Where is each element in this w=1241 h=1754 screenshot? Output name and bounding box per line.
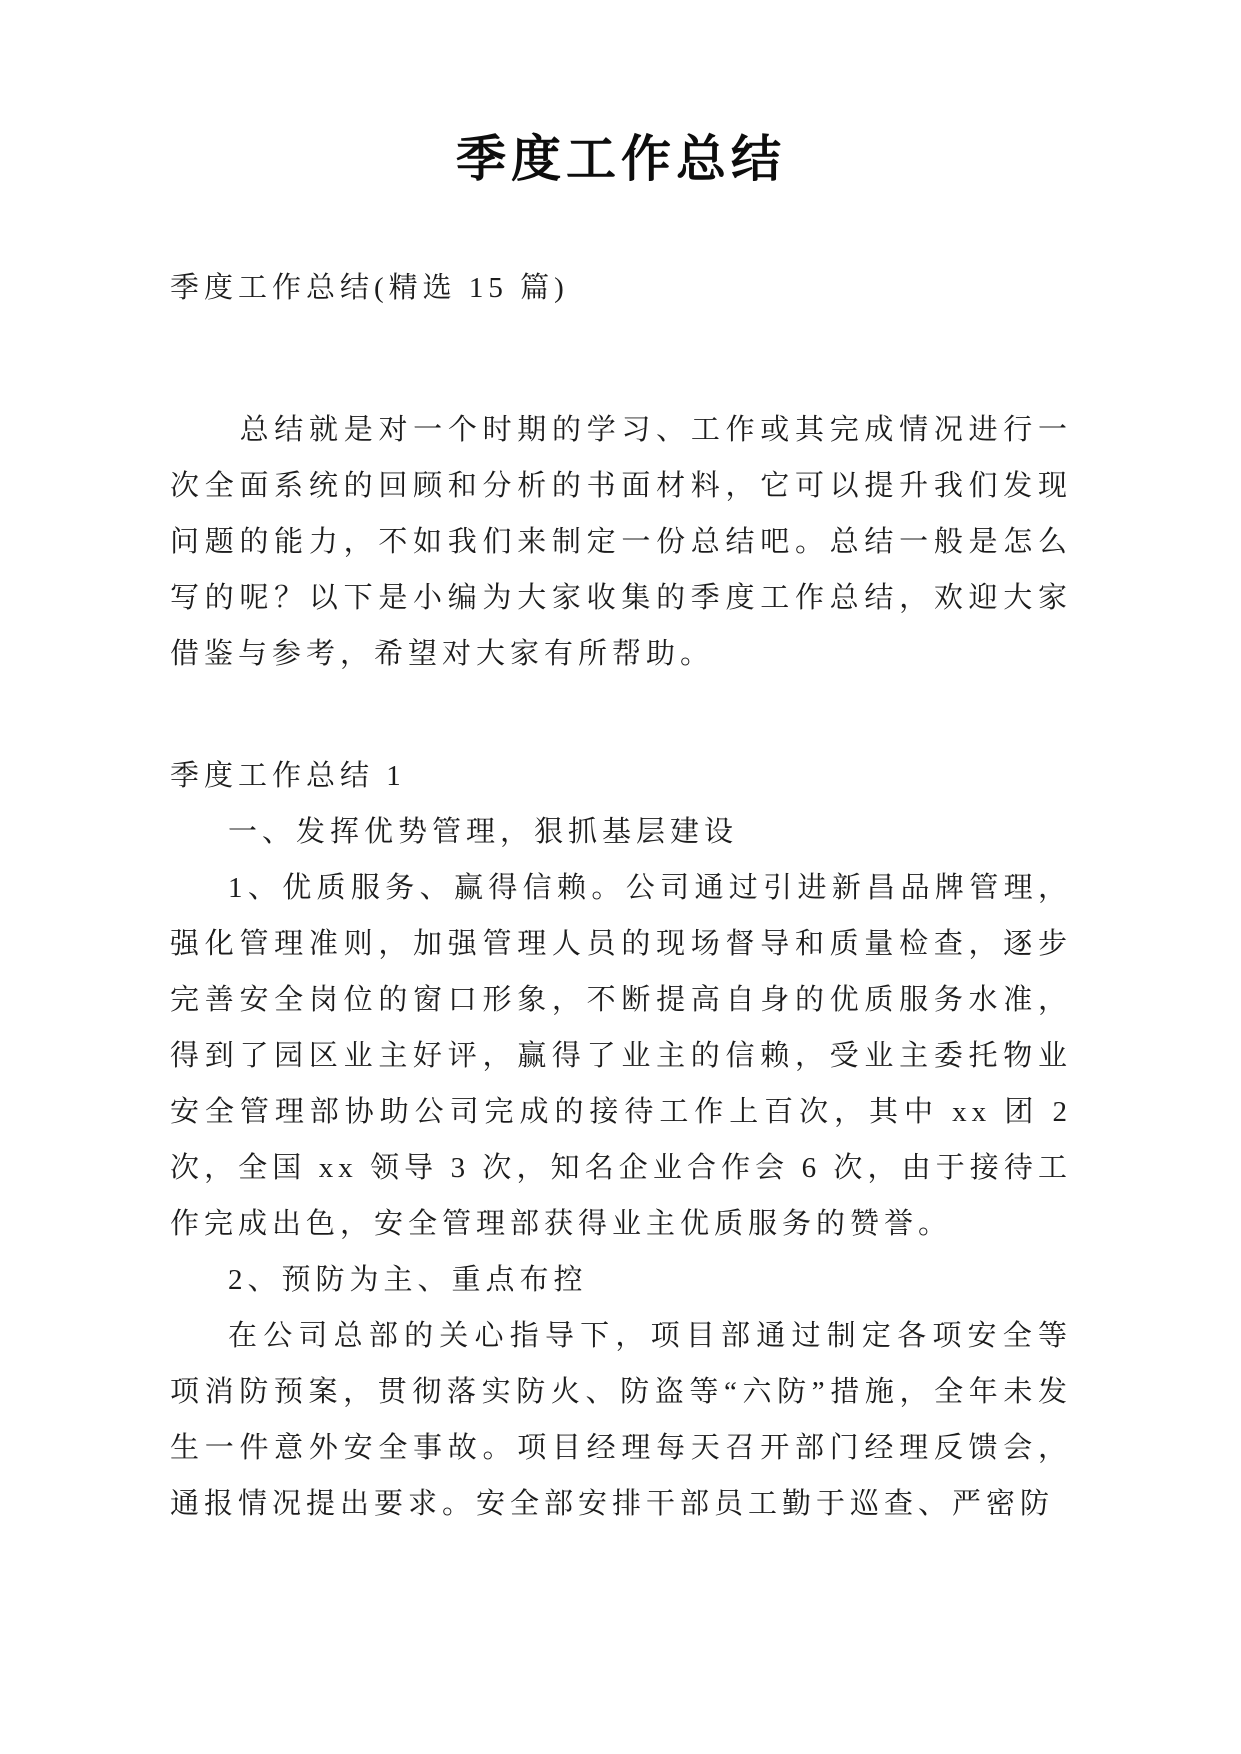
document-title: 季度工作总结 <box>456 131 786 187</box>
section-1-item-1-paragraph: 1、优质服务、赢得信赖。公司通过引进新昌品牌管理，强化管理准则，加强管理人员的现场督导和质量检查，逐步完善安全岗位的窗口形象，不断提高自身的优质服务水准，得到了园区业主好评，赢得了业主的信赖，受业主委托物业安全管理部协助公司完成的接待工作上百次，其中 xx 团 2 次，全国 xx 领导 3 次，知名企业合作会 6 次，由于接待工作完成出色，安全管理部获得业主优质服务的赞誉。 <box>170 872 1072 1240</box>
section-1-item-2-paragraph: 在公司总部的关心指导下，项目部通过制定各项安全等项消防预案，贯彻落实防火、防盗等“六防”措施，全年未发生一件意外安全事故。项目经理每天召开部门经理反馈会，通报情况提出要求。安全部安排干部员工勤于巡查、严密防 <box>170 1320 1072 1520</box>
section-1-item-1-title: 一、发挥优势管理，狠抓基层建设 <box>228 816 739 848</box>
intro-paragraph: 总结就是对一个时期的学习、工作或其完成情况进行一次全面系统的回顾和分析的书面材料，它可以提升我们发现问题的能力，不如我们来制定一份总结吧。总结一般是怎么写的呢？以下是小编为大家收集的季度工作总结，欢迎大家借鉴与参考，希望对大家有所帮助。 <box>170 414 1072 670</box>
section-1-item-2-title: 2、预防为主、重点布控 <box>228 1264 588 1296</box>
document-subtitle: 季度工作总结(精选 15 篇) <box>170 272 569 304</box>
section-1-heading: 季度工作总结 1 <box>170 760 406 792</box>
